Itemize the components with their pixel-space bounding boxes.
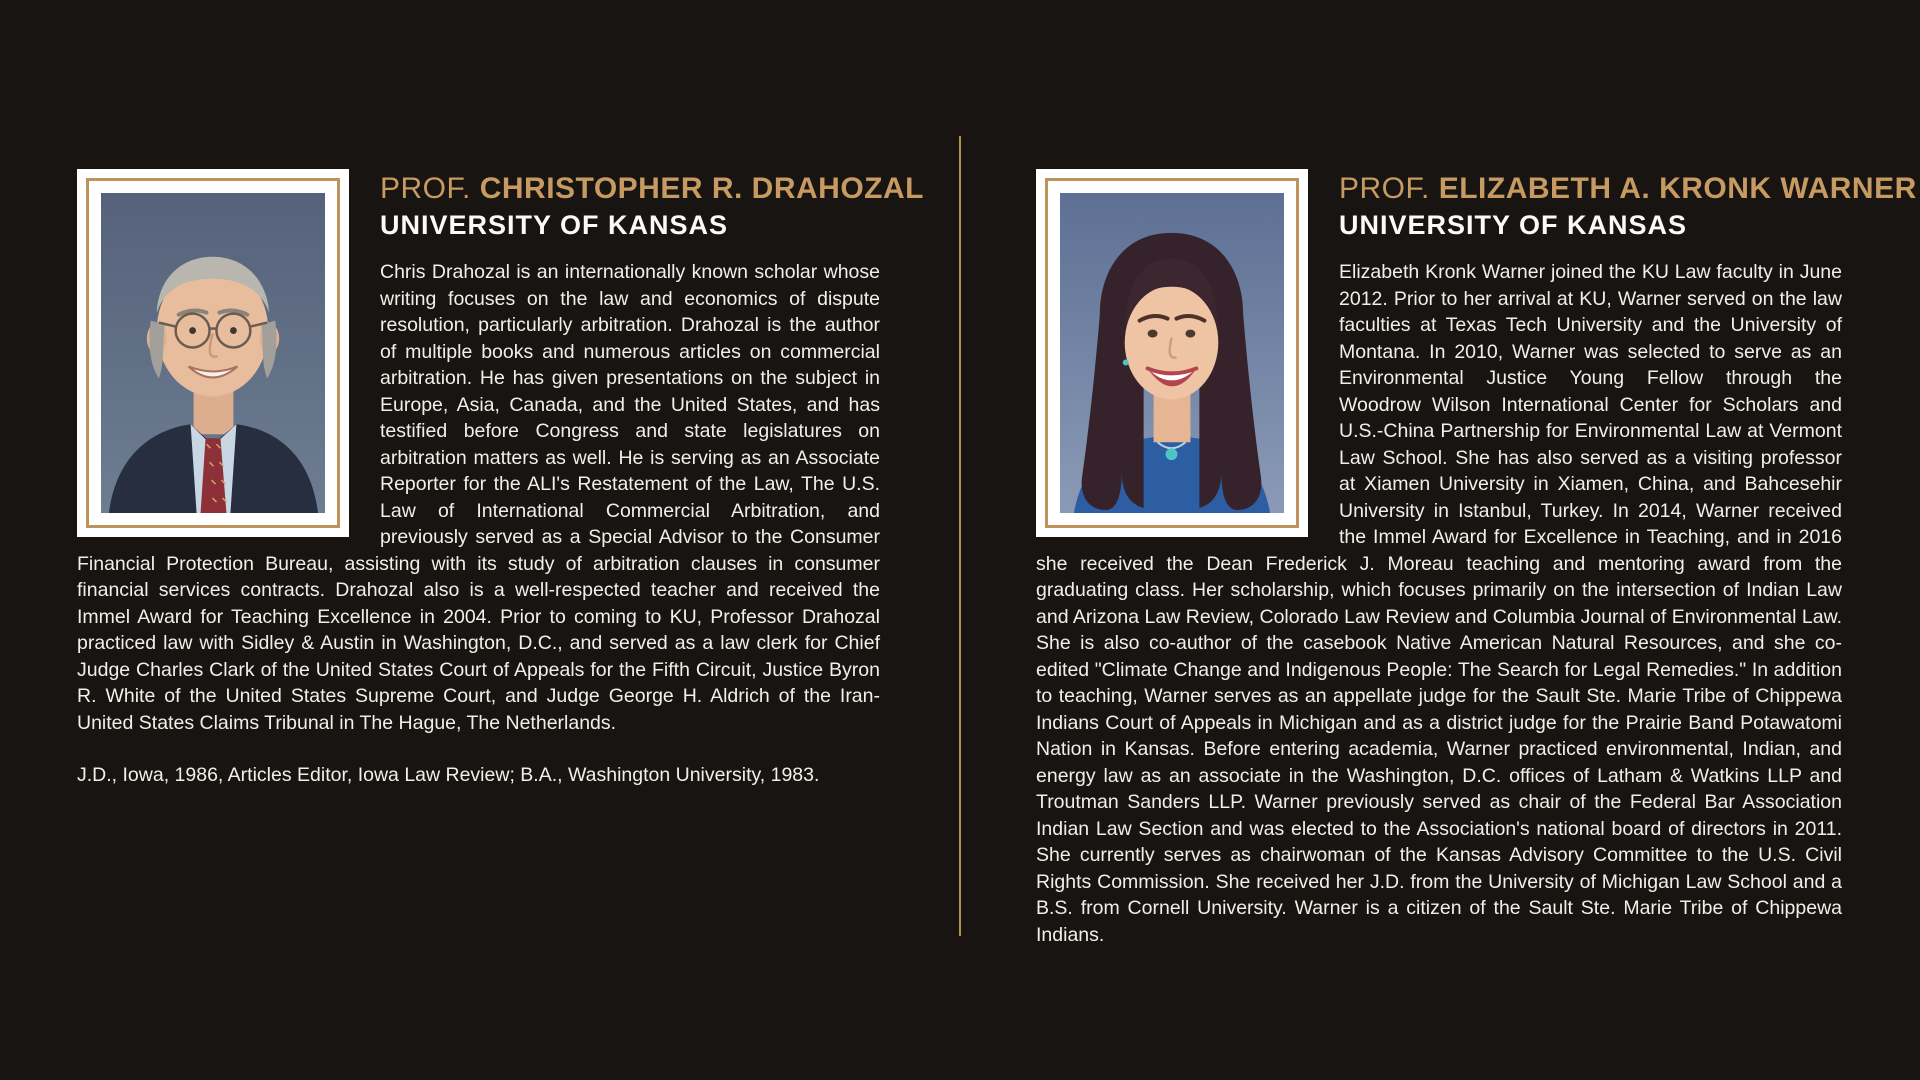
school-name-left: UNIVERSITY OF KANSAS <box>380 210 729 240</box>
school-name-right: UNIVERSITY OF KANSAS <box>1339 210 1688 240</box>
vertical-divider-rule <box>959 136 961 936</box>
photo-gold-mat-right <box>1045 178 1299 528</box>
photo-frame-left <box>77 169 349 537</box>
portrait-christopher-drahozal-photo <box>101 193 325 513</box>
professor-name-left: CHRISTOPHER R. DRAHOZAL <box>479 172 924 205</box>
photo-frame-right <box>1036 169 1308 537</box>
bio-text-left: Chris Drahozal is an internationally known scholar whose writing focuses on the law and economics of dispute resolution, particularly arbitration. Drahozal is the author of multiple books and numerous articles on commercial arbitration. He has given presentations on the subject in Europe, Asia, Canada, and the United States, and has testified before Congress and state legislatures on arbitration matters as well. He is serving as an Associate Reporter for the ALI's Restatement of the Law, The U.S. Law of International Commercial Arbitration, and previously served as a Special Advisor to the Consumer Financial Protection Bureau, assisting with its study of arbitration clauses in consumer financial services contracts. Drahozal also is a well-respected teacher and received the Immel Award for Teaching Excellence in 2004. Prior to coming to KU, Professor Drahozal practiced law with Sidley & Austin in Washington, D.C., and served as a law clerk for Chief Judge Charles Clark of the United States Court of Appeals for the Fifth Circuit, Justice Byron R. White of the United States Supreme Court, and Judge George H. Aldrich of the Iran-United States Claims Tribunal in The Hague, The Netherlands. <box>77 261 880 734</box>
bio-text-right: Elizabeth Kronk Warner joined the KU Law faculty in June 2012. Prior to her arrival at KU, Warner served on the law faculties at Texas Tech University and the University of Montana. In 2010, Warner was selected to serve as an Environmental Justice Young Fellow through the Woodrow Wilson International Center for Scholars and U.S.-China Partnership for Environmental Law at Vermont Law School. She has also served as a visiting professor at Xiamen University in Xiamen, China, and Bahcesehir University in Istanbul, Turkey. In 2014, Warner received the Immel Award for Excellence in Teaching, and in 2016 she received the Dean Frederick J. Moreau teaching and mentoring award from the graduating class. Her scholarship, which focuses primarily on the intersection of Indian Law and Arizona Law Review, Colorado Law Review and Columbia Journal of Environmental Law. She is also co-author of the casebook Native American Natural Resources, and she co-edited "Climate Change and Indigenous People: The Search for Legal Remedies." In addition to teaching, Warner serves as an appellate judge for the Sault Ste. Marie Tribe of Chippewa Indians Court of Appeals in Michigan and as a district judge for the Prairie Band Potawatomi Nation in Kansas. Before entering academia, Warner practiced environmental, Indian, and energy law as an associate in the Washington, D.C. offices of Latham & Watkins LLP and Troutman Sanders LLP. Warner previously served as chair of the Federal Bar Association Indian Law Section and was elected to the Association's national board of directors in 2011. She currently serves as chairwoman of the Kansas Advisory Committee to the U.S. Civil Rights Commission. She received her J.D. from the University of Michigan Law School and a B.S. from Cornell University. Warner is a citizen of the Sault Ste. Marie Tribe of Chippewa Indians. <box>1036 261 1842 946</box>
professor-prefix-right: PROF. <box>1339 172 1430 205</box>
professor-name-right: ELIZABETH A. KRONK WARNER <box>1438 172 1917 205</box>
credentials-line-left: J.D., Iowa, 1986, Articles Editor, Iowa Law Review; B.A., Washington University, 1983. <box>77 764 820 786</box>
profile-christopher-drahozal <box>77 169 924 789</box>
photo-gold-mat-left <box>86 178 340 528</box>
profile-elizabeth-kronk-warner <box>1036 169 1917 948</box>
portrait-elizabeth-kronk-warner-photo <box>1060 193 1284 513</box>
professor-prefix-left: PROF. <box>380 172 471 205</box>
